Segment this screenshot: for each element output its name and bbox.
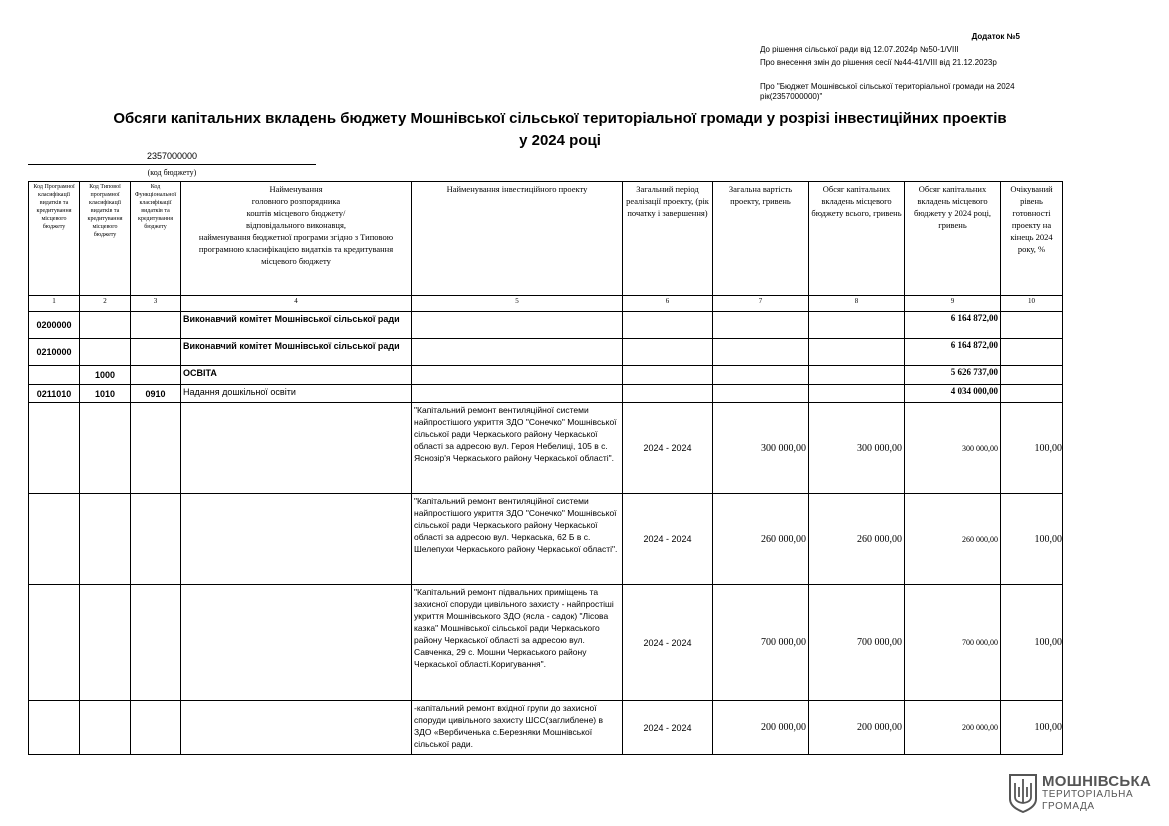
project-capital-2024: 300 000,00: [905, 403, 1001, 494]
program-code: 0210000: [29, 339, 80, 366]
community-logo: [1008, 773, 1158, 815]
functional-code: 0910: [131, 385, 181, 403]
annex-decision: До рішення сільської ради від 12.07.2024р №50-1/VIII: [760, 45, 959, 54]
header-readiness: Очікуваний рівень готовності проекту на кінець 2024 року, %: [1001, 182, 1063, 296]
annex-number: Додаток №5: [971, 32, 1020, 41]
project-period: 2024 - 2024: [623, 701, 713, 755]
page-title: [60, 108, 1060, 152]
column-number: 10: [1001, 296, 1063, 312]
column-number: 2: [80, 296, 131, 312]
row-amount: 6 164 872,00: [905, 339, 1001, 366]
project-capital-2024: 260 000,00: [905, 494, 1001, 585]
table-row: [29, 366, 1063, 385]
annex-amendment: Про внесення змін до рішення сесії №44-41/VIII від 21.12.2023р: [760, 58, 997, 67]
typical-code: 1000: [80, 366, 131, 385]
project-period: 2024 - 2024: [623, 494, 713, 585]
project-total-cost: 260 000,00: [713, 494, 809, 585]
title-line-1: Обсяги капітальних вкладень бюджету Мошнівської сільської територіальної громади у розрізі інвестиційних проектів: [113, 110, 1007, 127]
header-capital-total: Обсяг капітальних вкладень місцевого бюджету всього, гривень: [809, 182, 905, 296]
project-period: 2024 - 2024: [623, 403, 713, 494]
project-capital-total: 300 000,00: [809, 403, 905, 494]
project-readiness: 100,00: [1001, 494, 1063, 585]
annex-budget-title: Про "Бюджет Мошнівської сільської територіальної громади на 2024 рік(2357000000)": [760, 82, 1015, 101]
column-number: 1: [29, 296, 80, 312]
project-row: [29, 585, 1063, 701]
logo-line-3: ГРОМАДА: [1042, 801, 1095, 812]
budget-code-value: 2357000000: [146, 151, 198, 161]
column-number: 5: [412, 296, 623, 312]
project-row: [29, 403, 1063, 494]
project-capital-total: 700 000,00: [809, 585, 905, 701]
project-capital-total: 260 000,00: [809, 494, 905, 585]
budget-code-caption: (код бюджету): [147, 168, 197, 177]
row-amount: 5 626 737,00: [905, 366, 1001, 385]
project-total-cost: 300 000,00: [713, 403, 809, 494]
project-capital-total: 200 000,00: [809, 701, 905, 755]
header-functional-code: Код Функціональної класифікації видатків та кредитування бюджету: [131, 182, 181, 296]
column-number: 4: [181, 296, 412, 312]
header-project-name: Найменування інвестиційного проекту: [412, 182, 623, 296]
header-typical-code: Код Типової програмної класифікації видатків та кредитування місцевого бюджету: [80, 182, 131, 296]
functional-code: [131, 366, 181, 385]
project-description: "Капітальний ремонт вентиляційної системи найпростішого укриття ЗДО "Сонечко" Мошнівської сільської ради Черкаського району Черкаської області за адресою вул. Героя Небелиці, 105 в с. Яснозір'я Черкаського району Черкаської області".: [412, 403, 623, 494]
column-number: 3: [131, 296, 181, 312]
logo-line-1: МОШНІВСЬКА: [1042, 773, 1152, 790]
project-readiness: 100,00: [1001, 701, 1063, 755]
project-total-cost: 700 000,00: [713, 585, 809, 701]
functional-code: [131, 339, 181, 366]
header-program-code: Код Програмної класифікації видатків та кредитування місцевого бюджету: [29, 182, 80, 296]
table-row: [29, 385, 1063, 403]
row-name: Виконавчий комітет Мошнівської сільської ради: [181, 312, 412, 339]
header-period: Загальний період реалізації проекту, (рік початку і завершення): [623, 182, 713, 296]
program-code: 0211010: [29, 385, 80, 403]
project-description: "Капітальний ремонт підвальних приміщень та захисної споруди цивільного захисту - найпростіші укриття Мошнівського ЗДО (ясла - садок) "Лісова казка" Мошнівської сільської ради Черкаського району Черкаської області за адресою вул. Савченка, 29 с. Мошни Черкаського району Черкаської області.Коригування".: [412, 585, 623, 701]
project-row: [29, 701, 1063, 755]
project-period: 2024 - 2024: [623, 585, 713, 701]
logo-line-2: ТЕРИТОРІАЛЬНА: [1042, 789, 1134, 800]
project-description: -капітальний ремонт вхідної групи до захисної споруди цивільного захисту ШСС(заглиблене) в ЗДО «Вербиченька с.Березняки Мошнівської сільської ради.: [412, 701, 623, 755]
row-amount: 4 034 000,00: [905, 385, 1001, 403]
program-code: 0200000: [29, 312, 80, 339]
column-number: 6: [623, 296, 713, 312]
trident-emblem-icon: [1008, 773, 1038, 813]
project-row: [29, 494, 1063, 585]
header-total-cost: Загальна вартість проекту, гривень: [713, 182, 809, 296]
functional-code: [131, 312, 181, 339]
header-manager-name: Найменування головного розпорядника коштів місцевого бюджету/ відповідального виконавця, найменування бюджетної програми згідно з Типовою програмною класифікацією видатків та кредитування місцевого бюджету: [181, 182, 412, 296]
program-code: [29, 366, 80, 385]
column-number-row: [29, 296, 1063, 312]
project-capital-2024: 200 000,00: [905, 701, 1001, 755]
typical-code: [80, 312, 131, 339]
typical-code: 1010: [80, 385, 131, 403]
column-number: 7: [713, 296, 809, 312]
typical-code: [80, 339, 131, 366]
project-total-cost: 200 000,00: [713, 701, 809, 755]
project-description: "Капітальний ремонт вентиляційної системи найпростішого укриття ЗДО "Сонечко" Мошнівської сільської ради Черкаського району Черкаської області за адресою вул. Черкаська, 62 Б в с. Шелепухи Черкаського району Черкаської області".: [412, 494, 623, 585]
column-number: 8: [809, 296, 905, 312]
project-capital-2024: 700 000,00: [905, 585, 1001, 701]
budget-code-block: [28, 150, 316, 177]
row-name: Надання дошкільної освіти: [181, 385, 412, 403]
table-row: [29, 312, 1063, 339]
row-amount: 6 164 872,00: [905, 312, 1001, 339]
budget-code-underline: [28, 164, 316, 165]
column-number: 9: [905, 296, 1001, 312]
table-row: [29, 339, 1063, 366]
project-readiness: 100,00: [1001, 585, 1063, 701]
row-name: Виконавчий комітет Мошнівської сільської ради: [181, 339, 412, 366]
investment-projects-table: [28, 181, 1063, 755]
header-capital-2024: Обсяг капітальних вкладень місцевого бюджету у 2024 році, гривень: [905, 182, 1001, 296]
title-line-2: у 2024 році: [519, 132, 601, 149]
header-row: [29, 182, 1063, 296]
annex-note: [760, 30, 1060, 102]
row-name: ОСВІТА: [181, 366, 412, 385]
project-readiness: 100,00: [1001, 403, 1063, 494]
